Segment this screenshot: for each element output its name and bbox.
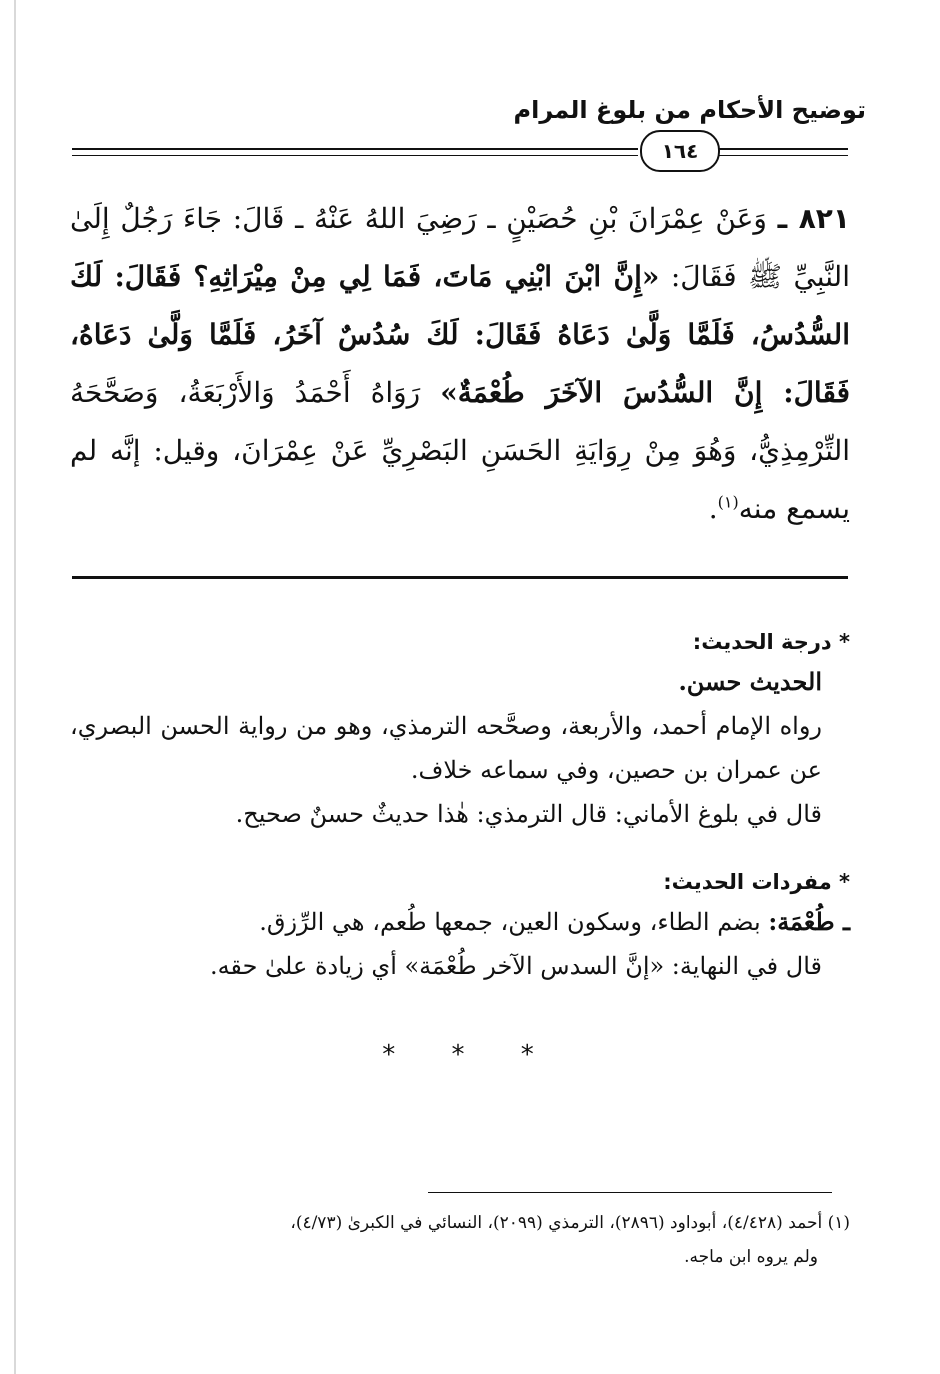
header-rule-left xyxy=(72,148,638,150)
section-separator-stars: * * * xyxy=(382,1040,558,1070)
footnote-rule xyxy=(428,1192,832,1193)
hadith-ending: . xyxy=(708,492,718,525)
vocabulary-definition: بضم الطاء، وسكون العين، جمعها طُعم، هي الرِّزق. xyxy=(259,908,761,936)
vocabulary-heading: * مفردات الحديث: xyxy=(663,870,850,894)
vocabulary-section xyxy=(70,864,850,988)
hadith-opening: وَعَنْ عِمْرَانَ بْنِ حُصَيْنٍ ـ رَضِيَ اللهُ عَنْهُ ـ قَالَ: جَاءَ رَجُلٌ إِلَىٰ النَّبِيِّ ﷺ فَقَالَ: xyxy=(70,202,850,293)
section-divider xyxy=(72,576,848,579)
footnote-reference: (١) xyxy=(717,492,739,512)
grade-value: الحديث حسن. xyxy=(678,667,822,696)
vocabulary-note: قال في النهاية: «إنَّ السدس الآخر طُعْمَة» أي زيادة علىٰ حقه. xyxy=(209,952,822,980)
header-rule-right xyxy=(718,148,848,150)
prophet-speech: «إِنَّ ابْنَ ابْنِي مَاتَ، فَمَا لِي مِنْ مِيْرَاثِهِ؟ فَقَالَ: لَكَ السُّدُسُ، فَلَمَّا وَلَّىٰ دَعَاهُ فَقَالَ: لَكَ سُدُسٌ آخَرُ، فَلَمَّا وَلَّىٰ دَعَاهُ، فَقَالَ: إِنَّ السُّدُسَ الآخَرَ طُعْمَةٌ» xyxy=(70,260,851,409)
footnote xyxy=(70,1206,850,1274)
vocabulary-term: ـ طُعْمَة: xyxy=(768,907,850,936)
running-title: توضيح الأحكام من بلوغ المرام xyxy=(513,96,866,124)
grade-paragraph: رواه الإمام أحمد، والأربعة، وصحَّحه الترمذي، وهو من رواية الحسن البصري، عن عمران بن حصين، وفي سماعه خلاف. xyxy=(70,712,822,784)
hadith-text xyxy=(70,190,850,538)
grade-section xyxy=(70,624,850,836)
hadith-narration: رَوَاهُ أَحْمَدُ وَالأَرْبَعَةُ، وَصَحَّحَهُ التِّرْمِذِيُّ، وَهُوَ مِنْ رِوَايَةِ الحَسَنِ البَصْرِيِّ عَنْ عِمْرَانَ، وقيل: إنَّه لم يسمع منه xyxy=(70,376,851,525)
hadith-number: ٨٢١ ـ xyxy=(777,202,850,235)
footnote-line-2: ولم يروه ابن ماجه. xyxy=(684,1247,818,1267)
page-number: ١٦٤ xyxy=(640,130,720,172)
grade-quote: قال في بلوغ الأماني: قال الترمذي: هٰذا حديثٌ حسنٌ صحيح. xyxy=(235,800,822,828)
scan-edge-line xyxy=(14,0,16,1374)
footnote-line-1: (١) أحمد (٤/٤٢٨)، أبوداود (٢٨٩٦)، الترمذي (٢٠٩٩)، النسائي في الكبرىٰ (٤/٧٣)، xyxy=(290,1213,850,1233)
grade-heading: * درجة الحديث: xyxy=(692,630,850,654)
